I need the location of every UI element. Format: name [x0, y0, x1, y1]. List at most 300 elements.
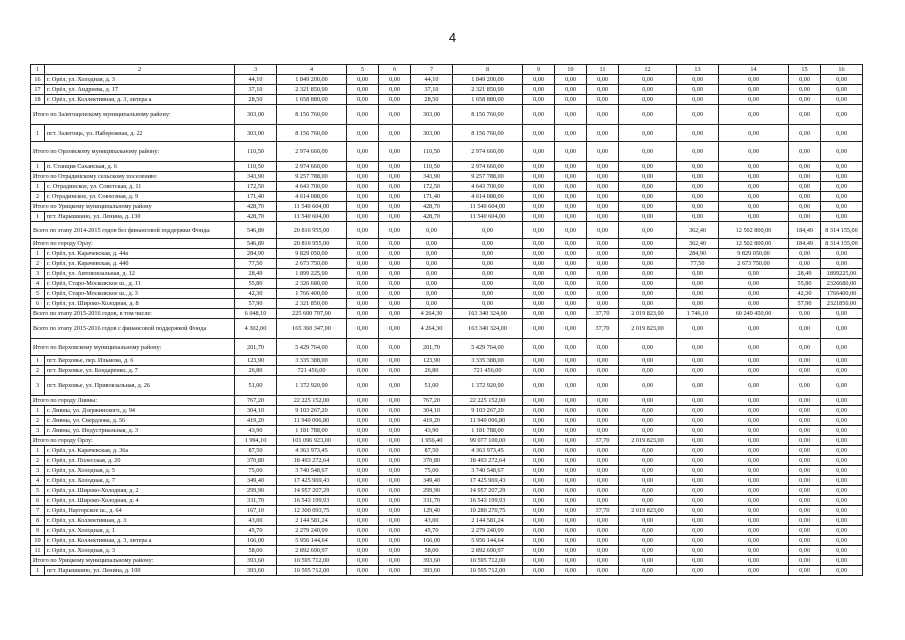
value-cell: 0,00 — [821, 436, 863, 446]
column-header: 2 — [45, 65, 235, 75]
value-cell: 0,00 — [411, 239, 453, 249]
value-cell: 304,10 — [411, 406, 453, 416]
value-cell: 58,00 — [411, 546, 453, 556]
value-cell: 0,00 — [453, 299, 523, 309]
value-cell: 3 335 388,00 — [453, 356, 523, 366]
column-number-row — [31, 65, 863, 75]
address-cell: пгт. Нарышкино, ул. Ленина, д. 130 — [45, 212, 235, 222]
value-cell: 9 257 788,00 — [277, 172, 347, 182]
value-cell: 0,00 — [719, 95, 789, 105]
value-cell: 0,00 — [789, 426, 821, 436]
value-cell: 0,00 — [677, 456, 719, 466]
value-cell: 0,00 — [523, 416, 555, 426]
value-cell: 0,00 — [347, 466, 379, 476]
value-cell: 0,00 — [347, 222, 379, 239]
table-row — [31, 376, 863, 396]
value-cell: 0,00 — [523, 436, 555, 446]
value-cell: 1 372 920,00 — [453, 376, 523, 396]
value-cell: 8 156 760,00 — [277, 125, 347, 142]
value-cell: 1899225,00 — [821, 269, 863, 279]
row-number: 3 — [31, 269, 45, 279]
value-cell: 20 816 955,00 — [277, 222, 347, 239]
value-cell: 0,00 — [587, 516, 619, 526]
value-cell: 299,90 — [411, 486, 453, 496]
value-cell: 0,00 — [555, 436, 587, 446]
value-cell: 9 829 050,00 — [277, 249, 347, 259]
value-cell: 17 425 969,43 — [453, 476, 523, 486]
value-cell: 0,00 — [379, 546, 411, 556]
value-cell: 0,00 — [555, 356, 587, 366]
value-cell: 0,00 — [555, 299, 587, 309]
value-cell: 0,00 — [587, 426, 619, 436]
value-cell: 37,10 — [235, 85, 277, 95]
value-cell: 0,00 — [719, 212, 789, 222]
value-cell: 2 326 680,00 — [277, 279, 347, 289]
table-row — [31, 249, 863, 259]
value-cell: 0,00 — [821, 366, 863, 376]
table-row — [31, 406, 863, 416]
value-cell: 0,00 — [587, 239, 619, 249]
value-cell: 0,00 — [347, 249, 379, 259]
value-cell: 0,00 — [523, 526, 555, 536]
value-cell: 2 321 850,00 — [453, 85, 523, 95]
value-cell: 0,00 — [523, 486, 555, 496]
value-cell: 0,00 — [555, 269, 587, 279]
value-cell: 0,00 — [587, 456, 619, 466]
value-cell: 0,00 — [619, 426, 677, 436]
value-cell: 165 360 347,00 — [277, 319, 347, 339]
address-cell: г. Орёл, Наугорское ш., д. 64 — [45, 506, 235, 516]
value-cell: 0,00 — [379, 526, 411, 536]
value-cell: 0,00 — [821, 486, 863, 496]
value-cell: 0,00 — [619, 172, 677, 182]
row-number: 1 — [31, 406, 45, 416]
value-cell: 0,00 — [719, 466, 789, 476]
value-cell: 0,00 — [821, 376, 863, 396]
value-cell: 0,00 — [821, 456, 863, 466]
row-number: 1 — [31, 182, 45, 192]
value-cell: 0,00 — [619, 95, 677, 105]
value-cell: 0,00 — [347, 516, 379, 526]
value-cell: 303,00 — [411, 125, 453, 142]
value-cell: 0,00 — [347, 239, 379, 249]
value-cell: 0,00 — [411, 259, 453, 269]
value-cell: 428,70 — [235, 202, 277, 212]
value-cell: 2 019 823,00 — [619, 506, 677, 516]
value-cell: 2 321 850,00 — [277, 299, 347, 309]
value-cell: 0,00 — [789, 446, 821, 456]
value-cell: 172,50 — [411, 182, 453, 192]
value-cell: 0,00 — [821, 192, 863, 202]
value-cell: 0,00 — [789, 249, 821, 259]
address-cell: г. Ливны, ул. Индустриальная, д. 3 — [45, 426, 235, 436]
value-cell: 0,00 — [619, 406, 677, 416]
value-cell: 0,00 — [523, 182, 555, 192]
value-cell: 0,00 — [347, 269, 379, 279]
value-cell: 0,00 — [677, 496, 719, 506]
value-cell: 0,00 — [587, 222, 619, 239]
subtotal-label: Итого по Залегощенскому муниципальному району: — [31, 105, 235, 125]
value-cell: 303,00 — [411, 105, 453, 125]
value-cell: 1 766 400,00 — [277, 289, 347, 299]
value-cell: 10 595 712,00 — [277, 556, 347, 566]
value-cell: 14 957 207,29 — [277, 486, 347, 496]
value-cell: 0,00 — [587, 172, 619, 182]
value-cell: 0,00 — [677, 486, 719, 496]
value-cell: 0,00 — [555, 546, 587, 556]
value-cell: 171,40 — [411, 192, 453, 202]
value-cell: 0,00 — [677, 162, 719, 172]
value-cell: 1 181 788,00 — [277, 426, 347, 436]
value-cell: 0,00 — [587, 85, 619, 95]
value-cell: 0,00 — [821, 339, 863, 356]
value-cell: 0,00 — [719, 192, 789, 202]
value-cell: 0,00 — [379, 249, 411, 259]
value-cell: 1 956,40 — [411, 436, 453, 446]
value-cell: 0,00 — [555, 105, 587, 125]
address-cell: г. Орёл, ул. Широко-Холодная, д. 4 — [45, 496, 235, 506]
value-cell: 419,20 — [411, 416, 453, 426]
value-cell: 110,50 — [411, 142, 453, 162]
value-cell: 0,00 — [555, 259, 587, 269]
value-cell: 0,00 — [789, 556, 821, 566]
value-cell: 299,90 — [235, 486, 277, 496]
value-cell: 0,00 — [677, 506, 719, 516]
value-cell: 201,70 — [235, 339, 277, 356]
value-cell: 0,00 — [411, 249, 453, 259]
value-cell: 0,00 — [821, 556, 863, 566]
value-cell: 77,50 — [677, 259, 719, 269]
value-cell: 2 673 750,00 — [719, 259, 789, 269]
value-cell: 0,00 — [677, 182, 719, 192]
value-cell: 0,00 — [379, 182, 411, 192]
value-cell: 0,00 — [677, 319, 719, 339]
value-cell: 0,00 — [523, 456, 555, 466]
value-cell: 0,00 — [719, 142, 789, 162]
value-cell: 0,00 — [379, 212, 411, 222]
value-cell: 0,00 — [719, 446, 789, 456]
value-cell: 0,00 — [347, 85, 379, 95]
value-cell: 0,00 — [677, 85, 719, 95]
value-cell: 0,00 — [523, 566, 555, 576]
value-cell: 428,70 — [411, 202, 453, 212]
subtotal-label: Итого по Отрадинскому сельскому поселению: — [31, 172, 235, 182]
value-cell: 4 614 088,00 — [277, 192, 347, 202]
table-row — [31, 356, 863, 366]
subtotal-row — [31, 339, 863, 356]
value-cell: 0,00 — [347, 556, 379, 566]
column-header: 7 — [411, 65, 453, 75]
subtotal-label: Всего по этапу 2014-2015 годов без финансовой поддержки Фонда: — [31, 222, 235, 239]
column-header: 4 — [277, 65, 347, 75]
value-cell: 2 279 240,99 — [453, 526, 523, 536]
value-cell: 0,00 — [677, 212, 719, 222]
value-cell: 0,00 — [347, 366, 379, 376]
value-cell: 0,00 — [677, 556, 719, 566]
value-cell: 0,00 — [619, 279, 677, 289]
value-cell: 0,00 — [587, 339, 619, 356]
value-cell: 767,20 — [235, 396, 277, 406]
value-cell: 0,00 — [789, 456, 821, 466]
value-cell: 4 614 088,00 — [453, 192, 523, 202]
value-cell: 721 456,00 — [277, 366, 347, 376]
value-cell: 0,00 — [821, 426, 863, 436]
value-cell: 0,00 — [719, 556, 789, 566]
value-cell: 0,00 — [379, 496, 411, 506]
value-cell: 0,00 — [555, 289, 587, 299]
value-cell: 0,00 — [347, 426, 379, 436]
value-cell: 0,00 — [347, 75, 379, 85]
value-cell: 331,70 — [411, 496, 453, 506]
value-cell: 0,00 — [677, 406, 719, 416]
address-cell: г. Орёл, ул. Коллективная, д. 3, литера а — [45, 95, 235, 105]
value-cell: 0,00 — [619, 376, 677, 396]
value-cell: 0,00 — [619, 259, 677, 269]
value-cell: 0,00 — [821, 446, 863, 456]
subtotal-label: Итого по городу Орлу: — [31, 239, 235, 249]
column-header: 1 — [31, 65, 45, 75]
value-cell: 0,00 — [555, 496, 587, 506]
value-cell: 0,00 — [587, 566, 619, 576]
value-cell: 349,40 — [411, 476, 453, 486]
value-cell: 0,00 — [789, 546, 821, 556]
value-cell: 0,00 — [555, 486, 587, 496]
value-cell: 201,70 — [411, 339, 453, 356]
value-cell: 0,00 — [347, 536, 379, 546]
value-cell: 0,00 — [821, 406, 863, 416]
subtotal-label: Итого по Верховскому муниципальному району: — [31, 339, 235, 356]
column-header: 16 — [821, 65, 863, 75]
table-row — [31, 496, 863, 506]
row-number: 6 — [31, 496, 45, 506]
value-cell: 428,70 — [235, 212, 277, 222]
value-cell: 0,00 — [555, 376, 587, 396]
table-row — [31, 416, 863, 426]
value-cell: 0,00 — [379, 289, 411, 299]
value-cell: 0,00 — [821, 85, 863, 95]
value-cell: 0,00 — [789, 212, 821, 222]
value-cell: 0,00 — [555, 279, 587, 289]
value-cell: 0,00 — [821, 259, 863, 269]
value-cell: 5 429 764,00 — [277, 339, 347, 356]
value-cell: 0,00 — [789, 172, 821, 182]
value-cell: 0,00 — [821, 75, 863, 85]
value-cell: 0,00 — [619, 249, 677, 259]
value-cell: 0,00 — [719, 546, 789, 556]
value-cell: 0,00 — [677, 476, 719, 486]
value-cell: 0,00 — [587, 259, 619, 269]
address-cell: пгт. Верховье, пер. Ильмова, д. 6 — [45, 356, 235, 366]
value-cell: 0,00 — [379, 192, 411, 202]
value-cell: 0,00 — [619, 239, 677, 249]
value-cell: 0,00 — [379, 446, 411, 456]
value-cell: 0,00 — [523, 269, 555, 279]
table-row — [31, 75, 863, 85]
value-cell: 0,00 — [555, 75, 587, 85]
value-cell: 0,00 — [379, 426, 411, 436]
value-cell: 99 077 100,00 — [453, 436, 523, 446]
value-cell: 58,00 — [235, 546, 277, 556]
value-cell: 37,70 — [587, 506, 619, 516]
value-cell: 51,00 — [235, 376, 277, 396]
value-cell: 0,00 — [555, 172, 587, 182]
value-cell: 0,00 — [619, 202, 677, 212]
value-cell: 0,00 — [587, 142, 619, 162]
value-cell: 0,00 — [379, 516, 411, 526]
value-cell: 0,00 — [719, 339, 789, 356]
value-cell: 0,00 — [677, 366, 719, 376]
value-cell: 8 156 760,00 — [453, 105, 523, 125]
table-row — [31, 456, 863, 466]
value-cell: 0,00 — [587, 546, 619, 556]
address-cell: г. Орёл, ул. Коллективная, д. 3 — [45, 516, 235, 526]
value-cell: 2 144 581,24 — [453, 516, 523, 526]
value-cell: 0,00 — [719, 289, 789, 299]
value-cell: 0,00 — [379, 105, 411, 125]
value-cell: 28,50 — [411, 95, 453, 105]
value-cell: 0,00 — [619, 222, 677, 239]
column-header: 9 — [523, 65, 555, 75]
value-cell: 0,00 — [523, 75, 555, 85]
value-cell: 28,50 — [235, 95, 277, 105]
value-cell: 184,49 — [789, 239, 821, 249]
value-cell: 8 314 155,00 — [821, 239, 863, 249]
address-cell: г. Орёл, Старо-Московское ш., д. 11 — [45, 279, 235, 289]
value-cell: 0,00 — [677, 356, 719, 366]
value-cell: 2 019 823,00 — [619, 319, 677, 339]
value-cell: 0,00 — [587, 182, 619, 192]
value-cell: 0,00 — [555, 426, 587, 436]
value-cell: 0,00 — [523, 172, 555, 182]
value-cell: 0,00 — [523, 95, 555, 105]
value-cell: 0,00 — [347, 496, 379, 506]
value-cell: 123,90 — [411, 356, 453, 366]
value-cell: 0,00 — [347, 356, 379, 366]
address-cell: г. Орёл, ул. Коллективная, д. 3, литера а — [45, 536, 235, 546]
value-cell: 0,00 — [379, 456, 411, 466]
value-cell: 0,00 — [821, 95, 863, 105]
value-cell: 0,00 — [453, 259, 523, 269]
address-cell: г. Отрадинское, ул. Совхозная, д. 9 — [45, 192, 235, 202]
value-cell: 393,60 — [411, 556, 453, 566]
value-cell: 2321850,00 — [821, 299, 863, 309]
value-cell: 2 019 823,00 — [619, 436, 677, 446]
value-cell: 10 595 712,00 — [453, 556, 523, 566]
value-cell: 1 372 920,00 — [277, 376, 347, 396]
value-cell: 0,00 — [619, 105, 677, 125]
value-cell: 0,00 — [719, 406, 789, 416]
subtotal-label: Итого по городу Ливны: — [31, 396, 235, 406]
value-cell: 0,00 — [677, 105, 719, 125]
value-cell: 0,00 — [379, 366, 411, 376]
value-cell: 0,00 — [555, 95, 587, 105]
value-cell: 2 974 660,00 — [453, 142, 523, 162]
value-cell: 0,00 — [719, 299, 789, 309]
value-cell: 22 225 152,00 — [453, 396, 523, 406]
value-cell: 0,00 — [379, 506, 411, 516]
value-cell: 0,00 — [347, 376, 379, 396]
value-cell: 0,00 — [347, 289, 379, 299]
value-cell: 123,90 — [235, 356, 277, 366]
address-cell: г. Орёл, ул. Полесская, д. 20 — [45, 456, 235, 466]
table-row — [31, 506, 863, 516]
value-cell: 60 240 450,00 — [719, 309, 789, 319]
value-cell: 0,00 — [619, 526, 677, 536]
value-cell: 0,00 — [555, 506, 587, 516]
value-cell: 12 300 093,75 — [277, 506, 347, 516]
value-cell: 0,00 — [379, 319, 411, 339]
address-cell: с. Отрадинское, ул. Советская, д. 11 — [45, 182, 235, 192]
value-cell: 0,00 — [619, 356, 677, 366]
value-cell: 0,00 — [719, 516, 789, 526]
value-cell: 0,00 — [789, 536, 821, 546]
value-cell: 0,00 — [347, 212, 379, 222]
value-cell: 0,00 — [821, 506, 863, 516]
value-cell: 2 892 690,97 — [277, 546, 347, 556]
value-cell: 0,00 — [619, 142, 677, 162]
value-cell: 4 643 700,00 — [277, 182, 347, 192]
row-number: 6 — [31, 299, 45, 309]
value-cell: 0,00 — [587, 366, 619, 376]
value-cell: 0,00 — [677, 376, 719, 396]
value-cell: 0,00 — [719, 105, 789, 125]
value-cell: 0,00 — [523, 556, 555, 566]
subtotal-row — [31, 239, 863, 249]
value-cell: 0,00 — [555, 202, 587, 212]
value-cell: 0,00 — [523, 142, 555, 162]
value-cell: 42,30 — [789, 289, 821, 299]
column-header: 11 — [587, 65, 619, 75]
value-cell: 0,00 — [587, 396, 619, 406]
value-cell: 22 225 152,00 — [277, 396, 347, 406]
value-cell: 1 658 880,00 — [277, 95, 347, 105]
value-cell: 0,00 — [789, 105, 821, 125]
value-cell: 0,00 — [619, 299, 677, 309]
value-cell: 9 829 050,00 — [719, 249, 789, 259]
value-cell: 0,00 — [789, 182, 821, 192]
row-number: 2 — [31, 366, 45, 376]
table-row — [31, 466, 863, 476]
value-cell: 1 849 200,00 — [453, 75, 523, 85]
value-cell: 0,00 — [821, 396, 863, 406]
subtotal-row — [31, 172, 863, 182]
value-cell: 0,00 — [555, 125, 587, 142]
value-cell: 0,00 — [523, 476, 555, 486]
value-cell: 0,00 — [347, 162, 379, 172]
value-cell: 0,00 — [619, 85, 677, 95]
value-cell: 0,00 — [347, 456, 379, 466]
value-cell: 0,00 — [821, 105, 863, 125]
value-cell: 0,00 — [719, 319, 789, 339]
value-cell: 0,00 — [523, 319, 555, 339]
value-cell: 0,00 — [587, 376, 619, 396]
value-cell: 28,49 — [789, 269, 821, 279]
table-row — [31, 95, 863, 105]
value-cell: 0,00 — [523, 289, 555, 299]
value-cell: 0,00 — [347, 416, 379, 426]
value-cell: 0,00 — [347, 125, 379, 142]
value-cell: 362,40 — [677, 239, 719, 249]
value-cell: 0,00 — [677, 536, 719, 546]
value-cell: 0,00 — [347, 299, 379, 309]
value-cell: 393,60 — [411, 566, 453, 576]
value-cell: 546,89 — [235, 239, 277, 249]
value-cell: 0,00 — [789, 192, 821, 202]
table-row — [31, 289, 863, 299]
value-cell: 0,00 — [555, 416, 587, 426]
address-cell: п. Станция Саханская, д. 6 — [45, 162, 235, 172]
address-cell: г. Орёл, ул. Холодная, д. 1 — [45, 526, 235, 536]
